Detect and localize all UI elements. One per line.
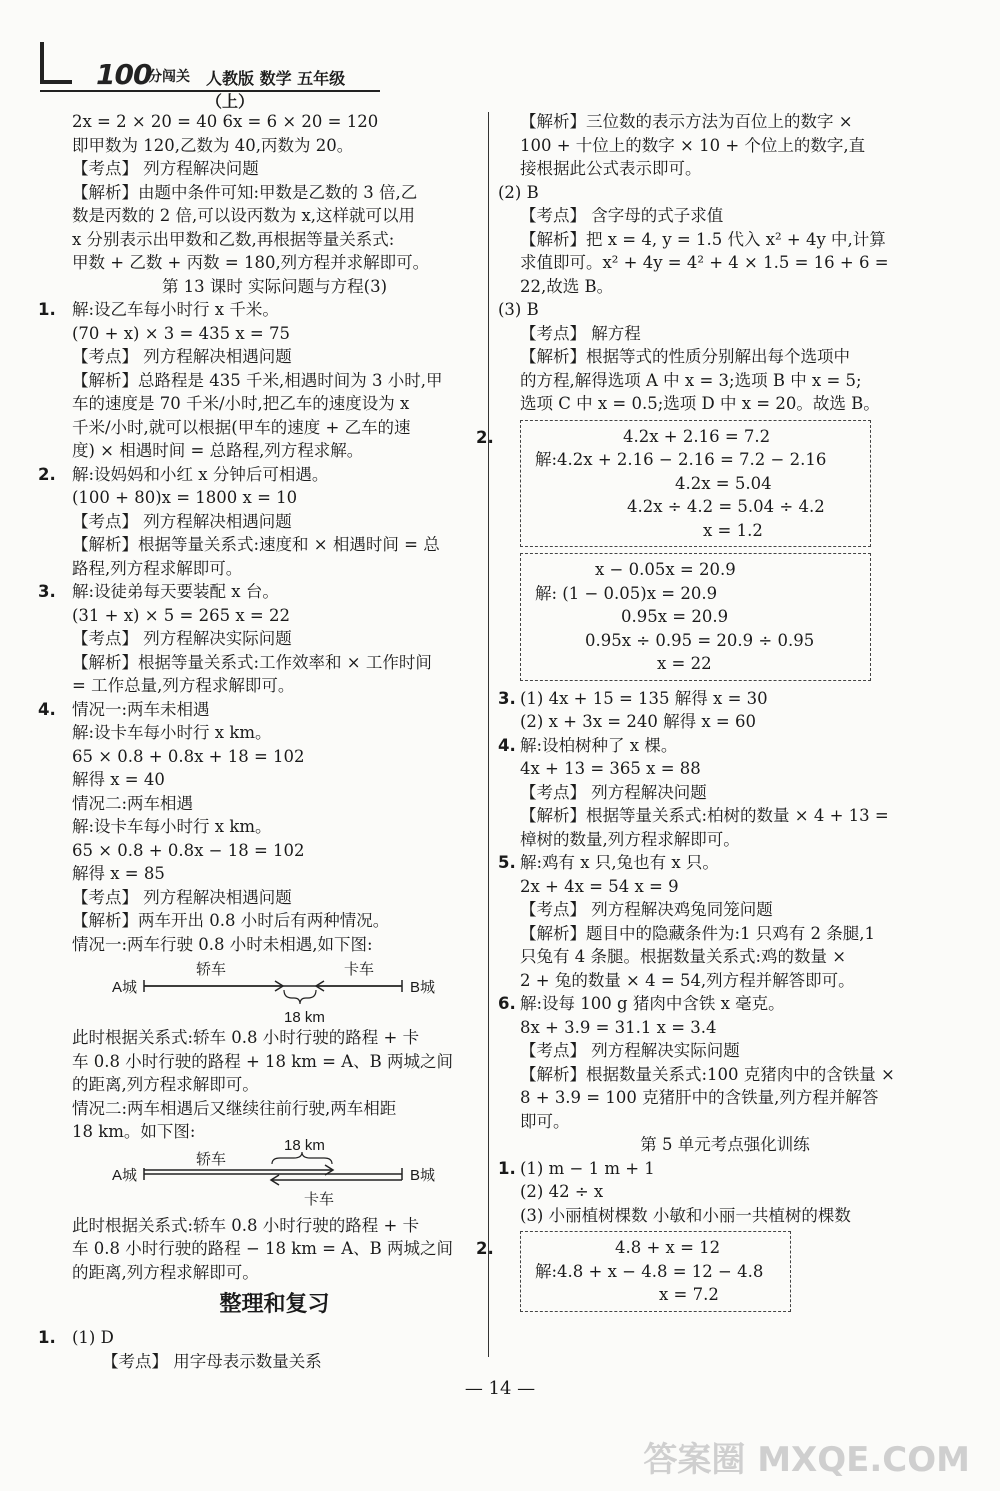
gap-label: 18 km [284, 1136, 325, 1154]
text-line: 【考点】 列方程解决问题 [72, 159, 259, 178]
text-line: 即甲数为 120,乙数为 40,丙数为 20。 [72, 135, 354, 155]
equation-line: x = 22 [657, 654, 712, 673]
equation-line: 0.95x ÷ 0.95 = 20.9 ÷ 0.95 [585, 630, 815, 650]
text-line: 18 km。如下图: [72, 1122, 196, 1141]
column-divider [488, 112, 489, 1357]
text-line: 65 × 0.8 + 0.8x + 18 = 102 [72, 746, 305, 766]
text-line: 【解析】根据等量关系式:工作效率和 × 工作时间 [72, 652, 432, 672]
equation-line: 4.2x = 5.04 [675, 473, 772, 493]
city-b-label: B城 [410, 1166, 436, 1184]
text-line: 即可。 [520, 1111, 570, 1131]
text-line: (1) 4x + 15 = 135 解得 x = 30 [520, 688, 768, 708]
distance-diagram-2 [72, 1136, 477, 1214]
header-rule [40, 90, 380, 92]
right-column [476, 110, 930, 1318]
text-line: 【解析】三位数的表示方法为百位上的数字 × [520, 112, 853, 131]
text-line: 解:设卡车每小时行 x km。 [72, 723, 272, 742]
text-line: 【考点】 解方程 [520, 323, 641, 343]
text-line: (1) m − 1 m + 1 [520, 1158, 655, 1178]
text-line: 【解析】两车开出 0.8 小时后有两种情况。 [72, 911, 390, 930]
text-line: 路程,列方程求解即可。 [72, 558, 243, 578]
text-line: 8 + 3.9 = 100 克猪肝中的含铁量,列方程并解答 [520, 1088, 879, 1107]
equation-line: x = 1.2 [703, 520, 763, 540]
text-line: (2) B [498, 182, 539, 202]
text-line: x 分别表示出甲数和乙数,再根据等量关系式: [72, 229, 395, 249]
question-number: 3. [498, 688, 516, 708]
text-line: 65 × 0.8 + 0.8x − 18 = 102 [72, 840, 305, 860]
text-line: 【考点】 列方程解决实际问题 [72, 629, 292, 648]
text-line: 求值即可。x² + 4y = 4² + 4 × 1.5 = 16 + 6 = [520, 253, 889, 272]
equation-line: x = 7.2 [659, 1285, 719, 1304]
text-line: 情况一:两车未相遇 [72, 699, 210, 719]
question-number: 4. [38, 699, 56, 719]
text-line: 解得 x = 85 [72, 864, 165, 883]
text-line: (2) 42 ÷ x [520, 1182, 604, 1201]
equation-line: 解:4.2x + 2.16 − 2.16 = 7.2 − 2.16 [535, 450, 827, 469]
question-number: 3. [38, 582, 56, 601]
text-line: 【解析】把 x = 4, y = 1.5 代入 x² + 4y 中,计算 [520, 229, 886, 249]
text-line: 【解析】题目中的隐藏条件为:1 只鸡有 2 条腿,1 [520, 923, 876, 943]
section-title: 第 13 课时 实际问题与方程(3) [161, 276, 388, 296]
page-number: — 14 — [464, 1378, 536, 1399]
equation-line: 0.95x = 20.9 [621, 607, 729, 626]
text-line: 只兔有 4 条腿。根据数量关系式:鸡的数量 × [520, 947, 847, 966]
city-b-label: B城 [410, 979, 436, 996]
text-line: 数是丙数的 2 倍,可以设丙数为 x,这样就可以用 [72, 206, 416, 225]
city-a-label: A城 [112, 1166, 138, 1184]
text-line: 【解析】根据等量关系式:速度和 × 相遇时间 = 总 [72, 535, 440, 554]
text-line: 【考点】 列方程解决问题 [520, 782, 707, 802]
text-line: 2 + 兔的数量 × 4 = 54,列方程并解答即可。 [520, 970, 855, 990]
equation-line: 4.8 + x = 12 [615, 1238, 721, 1257]
text-line: 车 0.8 小时行驶的路程 − 18 km = A、B 两城之间 [72, 1239, 454, 1258]
text-line: 【考点】 用字母表示数量关系 [102, 1351, 322, 1371]
truck-label: 卡车 [304, 1190, 335, 1208]
page-header [40, 30, 380, 111]
text-line: 车 0.8 小时行驶的路程 + 18 km = A、B 两城之间 [72, 1051, 454, 1071]
text-line: 此时根据关系式:轿车 0.8 小时行驶的路程 + 卡 [72, 1215, 420, 1235]
question-number: 2. [476, 1239, 494, 1258]
text-line: 解:设徒弟每天要装配 x 台。 [72, 582, 279, 601]
text-line: 解:设妈妈和小红 x 分钟后可相遇。 [72, 464, 329, 484]
text-line: (1) D [72, 1328, 114, 1347]
text-line: 情况二:两车相遇 [72, 793, 194, 813]
text-line: 【考点】 含字母的式子求值 [520, 206, 724, 225]
question-number: 1. [38, 300, 56, 319]
text-line: 22,故选 B。 [520, 276, 614, 296]
text-line: 【解析】根据数量关系式:100 克猪肉中的含铁量 × [520, 1064, 895, 1084]
text-line: (100 + 80)x = 1800 x = 10 [72, 488, 298, 507]
question-number: 2. [38, 464, 56, 484]
review-title: 整理和复习 [219, 1292, 330, 1317]
text-line: 度) × 相遇时间 = 总路程,列方程求解。 [72, 441, 364, 460]
equation-line: 4.2x + 2.16 = 7.2 [623, 426, 771, 446]
car-label: 轿车 [196, 1150, 227, 1168]
text-line: 选项 C 中 x = 0.5;选项 D 中 x = 20。故选 B。 [520, 394, 880, 413]
text-line: 【解析】由题中条件可知:甲数是乙数的 3 倍,乙 [72, 182, 418, 202]
text-line: (2) x + 3x = 240 解得 x = 60 [520, 712, 756, 731]
text-line: 解得 x = 40 [72, 770, 165, 789]
question-2-block [476, 420, 930, 681]
equation-line: x − 0.05x = 20.9 [595, 560, 736, 579]
text-line: 接根据此公式表示即可。 [520, 159, 702, 178]
text-line: 【考点】 列方程解决相遇问题 [72, 511, 292, 531]
question-number: 2. [476, 427, 494, 447]
truck-label: 卡车 [344, 961, 375, 978]
text-line: 解:设每 100 g 猪肉中含铁 x 毫克。 [520, 994, 785, 1013]
text-line: (3) B [498, 300, 539, 319]
text-line: (31 + x) × 5 = 265 x = 22 [72, 605, 290, 625]
text-line: 此时根据关系式:轿车 0.8 小时行驶的路程 + 卡 [72, 1028, 420, 1047]
text-line: 4x + 13 = 365 x = 88 [520, 759, 701, 778]
text-line: 【解析】根据等量关系式:柏树的数量 × 4 + 13 = [520, 806, 889, 825]
logo-subtitle: 分闯关 [148, 69, 190, 85]
car-label: 轿车 [196, 961, 227, 978]
section-title: 第 5 单元考点强化训练 [640, 1135, 810, 1154]
text-line: 100 + 十位上的数字 × 10 + 个位上的数字,直 [520, 135, 866, 155]
text-line: 千米/小时,就可以根据(甲车的速度 + 乙车的速 [72, 417, 411, 437]
text-line: 【考点】 列方程解决相遇问题 [72, 887, 292, 907]
text-line: 2x + 4x = 54 x = 9 [520, 876, 679, 896]
text-line: 解:鸡有 x 只,兔也有 x 只。 [520, 853, 719, 872]
logo-text: 100 [96, 58, 152, 91]
equation-box-1 [520, 420, 871, 548]
text-line: 情况二:两车相遇后又继续往前行驶,两车相距 [72, 1098, 397, 1118]
text-line: 【解析】总路程是 435 千米,相遇时间为 3 小时,甲 [72, 370, 443, 390]
text-line: 2x = 2 × 20 = 40 6x = 6 × 20 = 120 [72, 112, 379, 131]
question-number: 6. [498, 994, 516, 1013]
equation-line: 解: (1 − 0.05)x = 20.9 [535, 583, 718, 603]
city-a-label: A城 [112, 979, 138, 996]
text-line: 解:设乙车每小时行 x 千米。 [72, 300, 279, 319]
text-line: 【考点】 列方程解决鸡兔同笼问题 [520, 900, 773, 919]
text-line: = 工作总量,列方程求解即可。 [72, 676, 295, 695]
text-line: (3) 小丽植树棵数 小敏和小丽一共植树的棵数 [520, 1205, 851, 1225]
gap-label: 18 km [284, 1009, 325, 1026]
question-number: 5. [498, 853, 516, 872]
question-2b-block [476, 1231, 930, 1312]
text-line: 樟树的数量,列方程求解即可。 [520, 829, 740, 849]
text-line: 车的速度是 70 千米/小时,把乙车的速度设为 x [72, 394, 410, 413]
text-line: 的距离,列方程求解即可。 [72, 1262, 259, 1282]
question-number: 1. [498, 1158, 516, 1178]
watermark: 答案圈 MXQE.COM [643, 1440, 970, 1480]
left-column [38, 110, 477, 1373]
text-line: 情况一:两车行驶 0.8 小时未相遇,如下图: [72, 934, 373, 954]
book-title: 人教版 数学 五年级（上） [206, 69, 346, 111]
text-line: 甲数 + 乙数 + 丙数 = 180,列方程并求解即可。 [72, 253, 430, 272]
text-line: 的距离,列方程求解即可。 [72, 1075, 259, 1094]
text-line: 的方程,解得选项 A 中 x = 3;选项 B 中 x = 5; [520, 370, 862, 390]
text-line: 【解析】根据等式的性质分别解出每个选项中 [520, 347, 850, 366]
equation-box-2 [520, 553, 871, 681]
equation-box-3 [520, 1231, 791, 1312]
logo-mark [40, 42, 72, 84]
text-line: 解:设卡车每小时行 x km。 [72, 817, 272, 836]
text-line: (70 + x) × 3 = 435 x = 75 [72, 323, 290, 343]
equation-line: 解:4.8 + x − 4.8 = 12 − 4.8 [535, 1261, 764, 1281]
question-number: 4. [498, 735, 516, 755]
text-line: 解:设柏树种了 x 棵。 [520, 735, 678, 755]
question-number: 1. [38, 1328, 56, 1347]
equation-line: 4.2x ÷ 4.2 = 5.04 ÷ 4.2 [627, 497, 825, 516]
text-line: 【考点】 列方程解决实际问题 [520, 1041, 740, 1060]
text-line: 8x + 3.9 = 31.1 x = 3.4 [520, 1017, 717, 1037]
text-line: 【考点】 列方程解决相遇问题 [72, 347, 292, 366]
distance-diagram-1 [72, 956, 477, 1026]
